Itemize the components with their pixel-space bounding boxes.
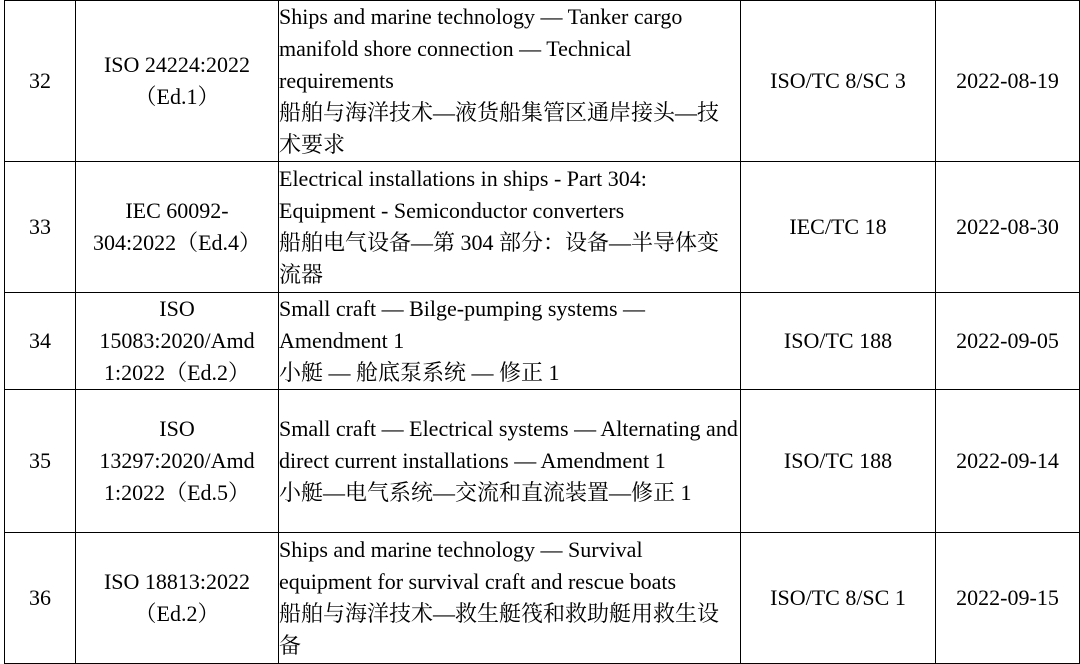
publication-date: 2022-09-05 xyxy=(936,293,1080,390)
standard-code xyxy=(76,293,279,390)
standard-code-line: 1:2022（Ed.5） xyxy=(103,480,251,505)
technical-committee: ISO/TC 8/SC 3 xyxy=(741,1,936,162)
standard-code-line: ISO 24224:2022 xyxy=(103,52,251,77)
standard-code-line: （Ed.1） xyxy=(134,84,220,109)
publication-date: 2022-08-19 xyxy=(936,1,1080,162)
publication-date: 2022-08-30 xyxy=(936,162,1080,293)
table-body xyxy=(5,1,1080,664)
standard-title-zh: 小艇 — 舱底泵系统 — 修正 1 xyxy=(279,360,560,385)
standard-code-line: ISO 18813:2022 xyxy=(103,569,251,594)
standard-code-line: ISO xyxy=(159,296,195,321)
standard-code-line: （Ed.2） xyxy=(134,601,220,626)
standard-code-line: 304:2022（Ed.4） xyxy=(92,230,262,255)
standard-title-zh: 小艇—电气系统—交流和直流装置—修正 1 xyxy=(279,480,692,505)
technical-committee: ISO/TC 8/SC 1 xyxy=(741,533,936,664)
standard-title-en: Small craft — Electrical systems — Alternating and direct current installations — Amendment 1 xyxy=(279,416,738,473)
table-row xyxy=(5,1,1080,162)
standard-title xyxy=(279,1,741,162)
standard-code xyxy=(76,390,279,533)
table-row xyxy=(5,293,1080,390)
standard-code-line: IEC 60092- xyxy=(125,198,229,223)
standard-title-en: Ships and marine technology — Tanker cargo manifold shore connection — Technical requirements xyxy=(279,4,683,93)
standard-code-line: ISO xyxy=(159,416,195,441)
standard-title-zh: 船舶与海洋技术—救生艇筏和救助艇用救生设备 xyxy=(279,601,720,658)
standard-title xyxy=(279,293,741,390)
standard-title-zh: 船舶电气设备—第 304 部分：设备—半导体变流器 xyxy=(279,230,720,287)
row-number: 32 xyxy=(5,1,76,162)
standard-title-en: Electrical installations in ships - Part 304: Equipment - Semiconductor converters xyxy=(279,166,647,223)
table-row xyxy=(5,162,1080,293)
standards-table xyxy=(4,0,1080,664)
standard-code-line: 15083:2020/Amd xyxy=(99,328,255,353)
table-row xyxy=(5,533,1080,664)
table-row xyxy=(5,390,1080,533)
standard-code xyxy=(76,1,279,162)
row-number: 35 xyxy=(5,390,76,533)
row-number: 33 xyxy=(5,162,76,293)
standard-title-zh: 船舶与海洋技术—液货船集管区通岸接头—技术要求 xyxy=(279,100,720,157)
row-number: 36 xyxy=(5,533,76,664)
standard-code-line: 1:2022（Ed.2） xyxy=(103,360,251,385)
row-number: 34 xyxy=(5,293,76,390)
technical-committee: IEC/TC 18 xyxy=(741,162,936,293)
standard-title-en: Small craft — Bilge-pumping systems — Amendment 1 xyxy=(279,296,646,353)
technical-committee: ISO/TC 188 xyxy=(741,293,936,390)
publication-date: 2022-09-14 xyxy=(936,390,1080,533)
standard-code-line: 13297:2020/Amd xyxy=(99,448,255,473)
publication-date: 2022-09-15 xyxy=(936,533,1080,664)
standard-title xyxy=(279,533,741,664)
standard-code xyxy=(76,162,279,293)
standard-code xyxy=(76,533,279,664)
standard-title-en: Ships and marine technology — Survival equipment for survival craft and rescue boats xyxy=(279,537,677,594)
standard-title xyxy=(279,390,741,533)
standard-title xyxy=(279,162,741,293)
technical-committee: ISO/TC 188 xyxy=(741,390,936,533)
